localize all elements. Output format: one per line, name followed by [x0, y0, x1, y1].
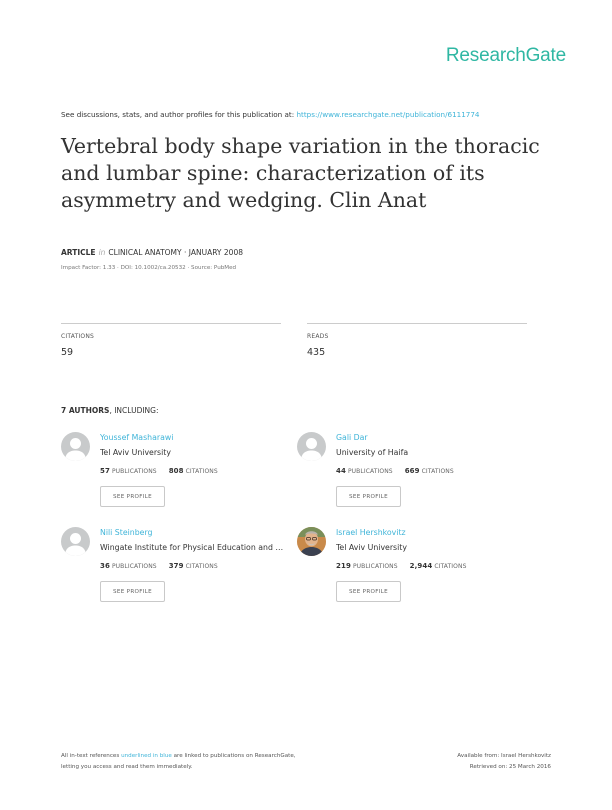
publication-submeta: Impact Factor: 1.33 · DOI: 10.1002/ca.20532 · Source: PubMed — [61, 265, 237, 271]
author-citations-label: CITATIONS — [185, 563, 218, 570]
author-institution: Tel Aviv University — [336, 543, 407, 552]
author-card — [61, 432, 311, 517]
author-name[interactable]: Nili Steinberg — [100, 528, 153, 537]
footer-note-text-a: All in-text references — [61, 753, 122, 759]
discussion-text: See discussions, stats, and author profiles for this publication at: — [61, 110, 297, 119]
discussion-notice — [61, 110, 480, 119]
author-citations-label: CITATIONS — [185, 468, 218, 475]
author-card — [297, 527, 547, 612]
author-citations-label: CITATIONS — [421, 468, 454, 475]
author-publications-count: 36 — [100, 562, 110, 570]
author-stats — [100, 467, 218, 475]
footer-note-line1 — [61, 751, 296, 762]
authors-count: 7 AUTHORS — [61, 406, 110, 415]
author-publications-count: 44 — [336, 467, 346, 475]
author-publications-label: PUBLICATIONS — [111, 563, 157, 570]
footer-note — [61, 751, 296, 773]
available-from: Available from: Israel Hershkovitz — [457, 753, 551, 759]
footer-note-text-b: are linked to publications on ResearchGate, — [171, 753, 296, 759]
publication-type: ARTICLE — [61, 248, 96, 257]
photo-avatar[interactable] — [297, 527, 326, 556]
author-name[interactable]: Gali Dar — [336, 433, 368, 442]
author-institution: Wingate Institute for Physical Education and … — [100, 543, 284, 552]
author-citations-count: 669 — [404, 467, 420, 475]
author-card — [61, 527, 311, 612]
author-citations-label: CITATIONS — [434, 563, 467, 570]
author-stats — [336, 467, 454, 475]
footer-note-line2: letting you access and read them immediately. — [61, 764, 193, 770]
default-avatar-icon[interactable] — [61, 527, 90, 556]
footer-availability — [457, 751, 551, 773]
author-publications-count: 57 — [100, 467, 110, 475]
author-institution: University of Haifa — [336, 448, 409, 457]
default-avatar-icon[interactable] — [297, 432, 326, 461]
author-stats — [336, 562, 467, 570]
author-citations-count: 808 — [168, 467, 184, 475]
authors-suffix: , INCLUDING: — [109, 406, 159, 415]
author-institution: Tel Aviv University — [100, 448, 171, 457]
reads-stat — [307, 323, 527, 358]
author-card — [297, 432, 547, 517]
reads-label: READS — [307, 333, 329, 340]
default-avatar-icon[interactable] — [61, 432, 90, 461]
reads-value: 435 — [307, 347, 326, 358]
author-publications-label: PUBLICATIONS — [352, 563, 398, 570]
footer-note-link: underlined in blue — [121, 753, 172, 759]
author-publications-label: PUBLICATIONS — [111, 468, 157, 475]
publication-link[interactable]: https://www.researchgate.net/publication/6111774 — [296, 110, 480, 119]
author-stats — [100, 562, 218, 570]
retrieved-on: Retrieved on: 25 March 2016 — [469, 764, 551, 770]
citations-label: CITATIONS — [61, 333, 95, 340]
meta-in: in — [98, 248, 106, 257]
author-citations-count: 2,944 — [409, 562, 433, 570]
citations-stat — [61, 323, 281, 358]
authors-heading — [61, 406, 159, 415]
journal-info: CLINICAL ANATOMY · JANUARY 2008 — [108, 248, 243, 257]
researchgate-logo[interactable]: ResearchGate — [445, 45, 566, 66]
author-publications-count: 219 — [336, 562, 351, 570]
see-profile-button[interactable]: SEE PROFILE — [100, 581, 165, 602]
citations-value: 59 — [61, 347, 74, 358]
publication-title: Vertebral body shape variation in the thoracic and lumbar spine: characterization of its asymmetry and wedging. Clin Anat — [61, 134, 540, 212]
author-publications-label: PUBLICATIONS — [347, 468, 393, 475]
see-profile-button[interactable]: SEE PROFILE — [336, 486, 401, 507]
see-profile-button[interactable]: SEE PROFILE — [100, 486, 165, 507]
author-citations-count: 379 — [168, 562, 184, 570]
see-profile-button[interactable]: SEE PROFILE — [336, 581, 401, 602]
author-name[interactable]: Israel Hershkovitz — [336, 528, 406, 537]
publication-meta — [61, 248, 243, 257]
author-name[interactable]: Youssef Masharawi — [100, 433, 174, 442]
